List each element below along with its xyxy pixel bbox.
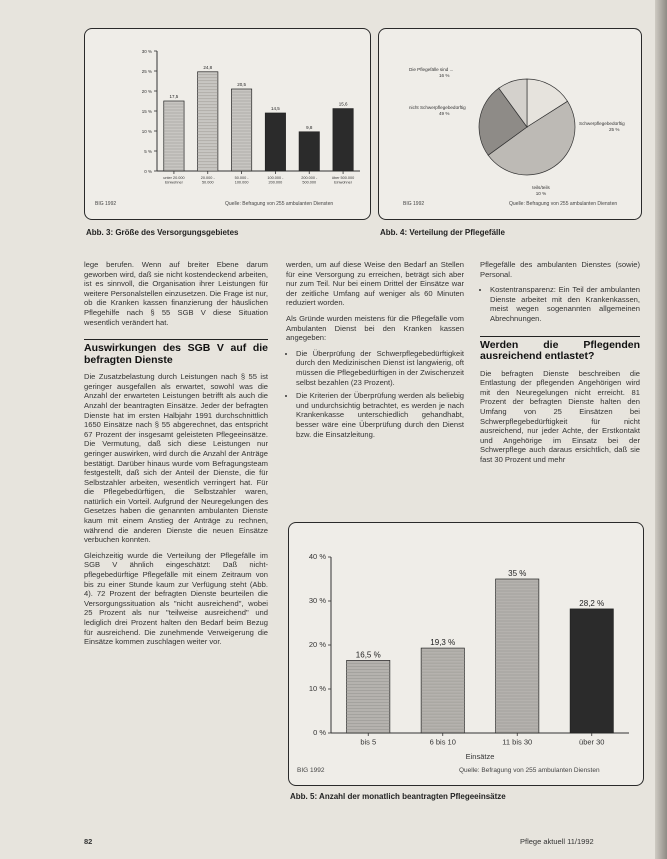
y-tick-label: 15 % (141, 109, 152, 114)
data-label: 20,5 (237, 82, 246, 87)
pie-label: Die Pflegefälle sind ... (409, 67, 454, 72)
x-tick-label: 200.000 (268, 180, 283, 185)
figure-4-box (378, 28, 642, 220)
pie-value-label: 25 % (609, 127, 620, 132)
figure-4-source-right: Quelle: Befragung von 255 ambulanten Diensten (509, 201, 618, 207)
figure-4-source-left: BIG 1992 (403, 201, 425, 207)
col3-bullet-list (480, 285, 640, 323)
figure-5-source-right: Quelle: Befragung von 255 ambulanten Diensten (459, 767, 600, 774)
figure-3-chart (85, 29, 370, 219)
x-tick-label: über 500.000 (331, 175, 355, 180)
col2-paragraph-1: werden, um auf diese Weise den Bedarf an Stellen für eine Versorgung zu erreichen, beträgt sich aber nur zum Teil. Nur bei einem Drittel der Einsätze war der zeitliche Umfang auf weniger als 60 Minuten reduziert worden. (286, 260, 464, 308)
text-column-1 (84, 260, 268, 653)
bar (231, 89, 251, 171)
x-tick-label: 100.000 - (267, 175, 284, 180)
y-tick-label: 20 % (141, 89, 152, 94)
pie-label: teils/teils (532, 185, 550, 190)
y-tick-label: 10 % (308, 684, 326, 693)
data-label: 17,5 (169, 94, 179, 99)
data-label: 24,8 (203, 64, 213, 70)
bar (164, 101, 184, 171)
page-number: 82 (84, 837, 93, 846)
data-label: 35 % (508, 569, 527, 578)
bar (265, 113, 285, 171)
y-tick-label: 0 % (313, 728, 326, 737)
col1-intro: lege berufen. Wenn auf breiter Ebene darum geworben wird, daß sie nicht kostendeckend arbeiten, ist es sinnvoll, die Organisation ihrer Leistungen für weitere Personalstellen einzusetzen. Die Frage ist nur, ob die Kranken kassen finanzierung der häuslichen Pflegehilfe nach § 55 SGB V diese Situation wesentlich verändert hat. (84, 260, 268, 327)
col1-paragraph-2: Gleichzeitig wurde die Verteilung der Pflegefälle im SGB V ähnlich eingeschätzt: Daß nicht-pflegebedürftige Pflegefälle mit einem Zeitraum von bis zu einer Stunde kaum zur Verfügung steht (Abb. 4). 72 Prozent der befragten Dienste beurteilen die Versorgungssituation als "nicht ausreichend", wobei 25 Prozent als nur "teilweise ausreichend" und lediglich drei Prozent halten den Bedarf beim Bezug für ausreichend. Die zunehmende Verweigerung die Einsätze kommen zuschlagen weiter vor. (84, 550, 268, 647)
x-tick-label: Einwohner (164, 180, 183, 185)
figure-4-chart (379, 29, 641, 219)
x-tick-label: 11 bis 30 (502, 737, 533, 747)
figure-5-source-left: BIG 1992 (297, 767, 325, 774)
y-tick-label: 40 % (308, 552, 326, 561)
y-tick-label: 30 % (141, 49, 152, 54)
pie-value-label: 10 % (535, 191, 547, 196)
page-footer (0, 829, 655, 859)
figure-5-box (288, 522, 644, 786)
col2-bullet-1: • Die Überprüfung der Schwerpflegebedürftigkeit durch den Medizinischen Dienst ist langwierig, oft müssen die Pflegebedürftigen in der Zwischenzeit selbst bezahlen (23 Prozent). (296, 349, 464, 387)
data-label: 15,6 (338, 101, 348, 107)
x-tick-label: 50.000 (201, 180, 214, 185)
y-tick-label: 20 % (308, 640, 326, 649)
col3-paragraph-1: Pflegefälle des ambulanten Dienstes (sowie) Personal. (480, 260, 640, 279)
figure-5-chart (289, 523, 643, 785)
col1-heading: Auswirkungen des SGB V auf die befragten Dienste (84, 339, 268, 366)
pie-label: Schwerpflegebedürftig (579, 121, 625, 126)
y-tick-label: 30 % (308, 596, 326, 605)
x-tick-label: bis 5 (360, 737, 377, 747)
pie-value-label: 16 % (439, 73, 450, 78)
bar (496, 579, 539, 733)
col2-paragraph-2: Als Gründe wurden meistens für die Pflegefälle vom Ambulanten Dienst bei den Kranken kassen angegeben: (286, 313, 464, 343)
data-label: 9,8 (306, 124, 313, 130)
x-tick-label: 6 bis 10 (429, 737, 456, 747)
text-column-2 (286, 260, 464, 443)
y-tick-label: 5 % (144, 149, 152, 154)
y-tick-label: 0 % (144, 169, 152, 174)
bar (347, 660, 390, 733)
data-label: 14,5 (271, 106, 280, 111)
text-column-3 (480, 260, 640, 471)
col2-bullet-2: • Die Kriterien der Überprüfung werden als beliebig und undurchsichtig betrachtet, es werden je nach Krankenkasse unterschiedlich gehandhabt, besser wäre eine Überprüfung durch den Dienst bzw. die Einsatzleitung. (296, 391, 464, 439)
figure-3-source-left: BIG 1992 (95, 201, 117, 207)
pie-label: nicht Schwerpflegebedürftig (409, 105, 466, 110)
x-tick-label: 20.000 - (200, 175, 215, 180)
col3-paragraph-2: Die befragten Dienste beschreiben die Entlastung der pflegenden Angehörigen wird mit den Neuregelungen nicht erreicht. 81 Prozent der befragten Dienste halten den Umfang von 25 Einsätzen bei Schwerpflegebedürftigkeit für nicht ausreichend, nur jeder Achte, der Erstkontakt und Angehörige im Einsatz bei der Schwerpflege auch daraus ersichtlich, daß sie fast 30 Prozent und mehr (480, 368, 640, 464)
figure-4-caption: Abb. 4: Verteilung der Pflegefälle (380, 228, 505, 237)
page-spine (655, 0, 667, 859)
figure-3-caption: Abb. 3: Größe des Versorgungsgebietes (86, 228, 239, 237)
data-label: 28,2 % (579, 598, 605, 608)
figure-5-caption: Abb. 5: Anzahl der monatlich beantragten Pflegeeinsätze (290, 792, 506, 801)
bar (299, 132, 319, 171)
x-tick-label: 500.000 (302, 180, 317, 185)
col2-bullet-list (286, 349, 464, 439)
x-tick-label: über 30 (579, 737, 605, 747)
data-label: 16,5 % (355, 650, 381, 660)
x-tick-label: 100.000 (234, 180, 249, 185)
data-label: 19,3 % (430, 638, 456, 648)
bar (570, 609, 613, 733)
y-tick-label: 10 % (141, 129, 152, 134)
figure-3-source-right: Quelle: Befragung von 255 ambulanten Diensten (225, 201, 334, 207)
journal-name: Pflege aktuell 11/1992 (520, 837, 594, 846)
bar (333, 109, 353, 171)
x-tick-label: 50.000 - (234, 175, 249, 180)
x-axis-title: Einsätze (465, 752, 495, 761)
y-tick-label: 25 % (141, 69, 152, 74)
x-tick-label: 200.000 - (301, 175, 318, 180)
x-tick-label: unter 20.000 (163, 175, 185, 180)
figure-3-box (84, 28, 371, 220)
x-tick-label: Einwohner (334, 180, 353, 185)
pie-value-label: 49 % (439, 111, 450, 116)
col3-bullet-1: • Kostentransparenz: Ein Teil der ambulanten Dienste arbeitet mit den Krankenkassen, meist wegen sogenannten allgemeinen Abrechnungen. (490, 285, 640, 323)
col1-paragraph-1: Die Zusatzbelastung durch Leistungen nach § 55 ist geringer ausgefallen als erwartet, sowohl was die Anzahl der erwarteten Leistungen betrifft als auch die Anzahl der beantragten Einsätze. Jeder der befragten Dienste hat im ersten Halbjahr 1991 durchschnittlich 1650 Einsätze nach § 55 abgerechnet, das entspricht 67 Prozent der insgesamt geleisteten Pflegeeinsätze. Die Vermutung, daß sich diese Leistungen nur geringer auswirken, wird durch die Anzahl der Anträge bestätigt. Darüber hinaus wurde vom Befragungsteam festgestellt, daß sich der Anteil der Dienste, die für Selbstzahler arbeiten, wesentlich verringert hat. Für die Pflegebedürftigen, die Selbstzahler waren, natürlich ein Vorteil. Aufgrund der Neuregelungen des Gesetzes haben die genannten ambulanten Dienste kaum mit einem Anstieg der Anträge zu rechnen, während die anderen Dienste die neuen Einsätze verbuchen konnten. (84, 372, 268, 545)
col3-heading: Werden die Pflegenden ausreichend entlastet? (480, 336, 640, 363)
